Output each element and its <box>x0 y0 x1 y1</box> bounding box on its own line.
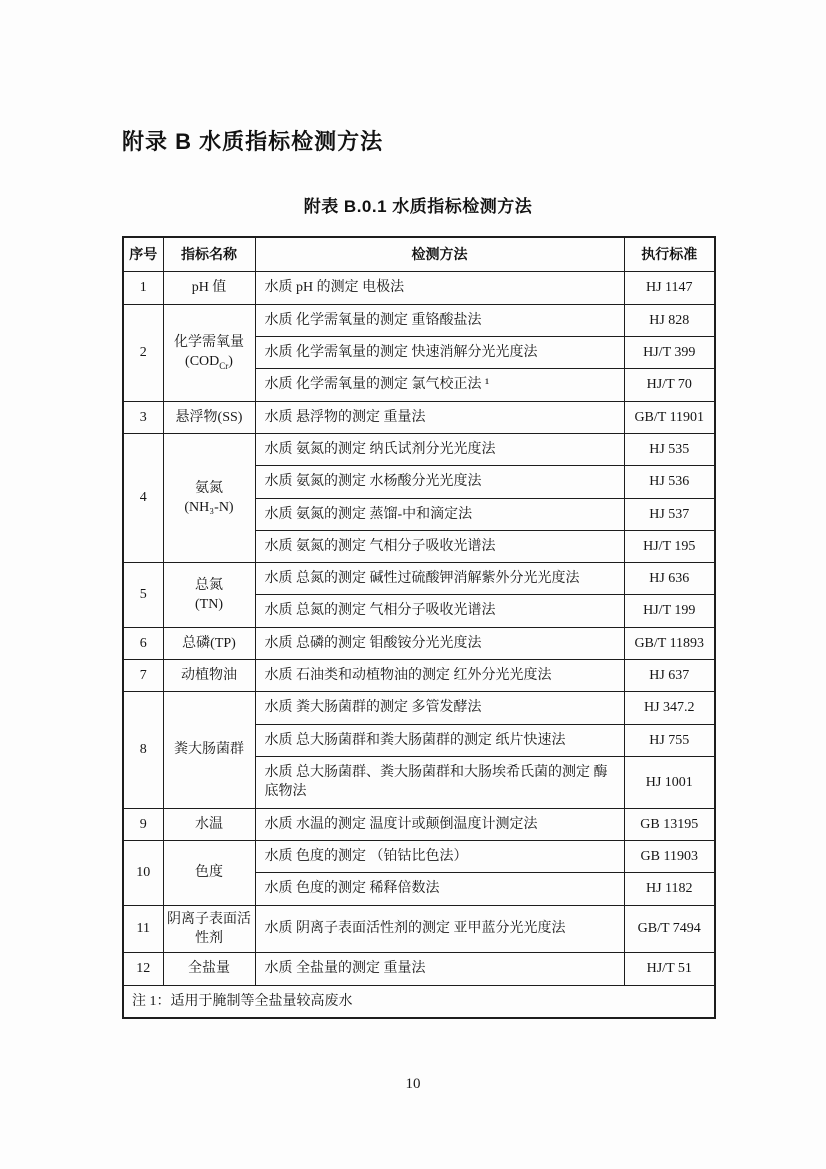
table-note: 注 1：适用于腌制等全盐量较高废水 <box>123 985 715 1018</box>
note-row <box>123 985 715 1018</box>
indicator-name-cell: 总氮 (TN) <box>163 563 255 628</box>
standard-cell: HJ 636 <box>624 563 715 595</box>
method-cell: 水质 石油类和动植物油的测定 红外分光光度法 <box>255 660 624 692</box>
header-row <box>123 237 715 272</box>
indicator-name-cell: 色度 <box>163 840 255 905</box>
row-number-cell: 10 <box>123 840 163 905</box>
row-number-cell: 5 <box>123 563 163 628</box>
standard-cell: HJ/T 199 <box>624 595 715 627</box>
standard-cell: GB/T 11901 <box>624 401 715 433</box>
indicator-name-cell: 全盐量 <box>163 953 255 985</box>
header-detection-method: 检测方法 <box>255 237 624 272</box>
standard-cell: HJ/T 195 <box>624 530 715 562</box>
table-caption: 附表 B.0.1 水质指标检测方法 <box>303 197 533 216</box>
method-cell: 水质 水温的测定 温度计或颠倒温度计测定法 <box>255 808 624 840</box>
method-cell: 水质 pH 的测定 电极法 <box>255 272 624 304</box>
table-body <box>123 272 715 1018</box>
table-row <box>123 840 715 872</box>
standard-cell: HJ 535 <box>624 433 715 465</box>
indicator-name-cell: 粪大肠菌群 <box>163 692 255 808</box>
header-standard: 执行标准 <box>624 237 715 272</box>
table-row <box>123 401 715 433</box>
method-cell: 水质 化学需氧量的测定 氯气校正法 ¹ <box>255 369 624 401</box>
table-row <box>123 272 715 304</box>
header-serial-number: 序号 <box>123 237 163 272</box>
standard-cell: HJ/T 70 <box>624 369 715 401</box>
method-cell: 水质 粪大肠菌群的测定 多管发酵法 <box>255 692 624 724</box>
indicator-name-cell: 动植物油 <box>163 660 255 692</box>
method-cell: 水质 色度的测定 （铂钴比色法） <box>255 840 624 872</box>
table-row <box>123 433 715 465</box>
method-cell: 水质 氨氮的测定 气相分子吸收光谱法 <box>255 530 624 562</box>
row-number-cell: 4 <box>123 433 163 562</box>
indicator-name-cell: 化学需氧量 $(COD_{Cr})$ <box>163 304 255 401</box>
method-cell: 水质 阴离子表面活性剂的测定 亚甲蓝分光光度法 <box>255 905 624 953</box>
standard-cell: HJ 1001 <box>624 757 715 809</box>
indicator-name-cell: 总磷(TP) <box>163 627 255 659</box>
indicator-name-cell: pH 值 <box>163 272 255 304</box>
row-number-cell: 1 <box>123 272 163 304</box>
row-number-cell: 7 <box>123 660 163 692</box>
standard-cell: HJ 537 <box>624 498 715 530</box>
table-row <box>123 692 715 724</box>
indicator-name-cell: 氨氮 (NH₃-N) <box>163 433 255 562</box>
method-cell: 水质 全盐量的测定 重量法 <box>255 953 624 985</box>
row-number-cell: 6 <box>123 627 163 659</box>
method-cell: 水质 色度的测定 稀释倍数法 <box>255 873 624 905</box>
standard-cell: HJ 828 <box>624 304 715 336</box>
standard-cell: HJ 637 <box>624 660 715 692</box>
standard-cell: HJ/T 51 <box>624 953 715 985</box>
page-number: 10 <box>405 1076 421 1092</box>
indicator-name-cell: 阴离子表面活性剂 <box>163 905 255 953</box>
method-cell: 水质 化学需氧量的测定 快速消解分光光度法 <box>255 336 624 368</box>
table-row <box>123 808 715 840</box>
standard-cell: HJ 1182 <box>624 873 715 905</box>
table-row <box>123 304 715 336</box>
method-cell: 水质 总氮的测定 气相分子吸收光谱法 <box>255 595 624 627</box>
method-cell: 水质 总大肠菌群和粪大肠菌群的测定 纸片快速法 <box>255 724 624 756</box>
method-cell: 水质 氨氮的测定 水杨酸分光光度法 <box>255 466 624 498</box>
method-cell: 水质 化学需氧量的测定 重铬酸盐法 <box>255 304 624 336</box>
row-number-cell: 11 <box>123 905 163 953</box>
method-cell: 水质 总氮的测定 碱性过硫酸钾消解紫外分光光度法 <box>255 563 624 595</box>
standard-cell: HJ 536 <box>624 466 715 498</box>
table-row <box>123 953 715 985</box>
table-row <box>123 905 715 953</box>
standard-cell: GB/T 11893 <box>624 627 715 659</box>
row-number-cell: 12 <box>123 953 163 985</box>
standard-cell: GB 13195 <box>624 808 715 840</box>
water-quality-methods-table <box>122 236 716 1019</box>
row-number-cell: 9 <box>123 808 163 840</box>
method-cell: 水质 氨氮的测定 纳氏试剂分光光度法 <box>255 433 624 465</box>
method-cell: 水质 悬浮物的测定 重量法 <box>255 401 624 433</box>
method-cell: 水质 总磷的测定 钼酸铵分光光度法 <box>255 627 624 659</box>
standard-cell: HJ/T 399 <box>624 336 715 368</box>
table-row <box>123 660 715 692</box>
indicator-name-cell: 悬浮物(SS) <box>163 401 255 433</box>
row-number-cell: 2 <box>123 304 163 401</box>
standard-cell: HJ 755 <box>624 724 715 756</box>
table-row <box>123 627 715 659</box>
standard-cell: GB/T 7494 <box>624 905 715 953</box>
table-row <box>123 563 715 595</box>
standard-cell: GB 11903 <box>624 840 715 872</box>
method-cell: 水质 总大肠菌群、粪大肠菌群和大肠埃希氏菌的测定 酶底物法 <box>255 757 624 809</box>
appendix-title: 附录 B 水质指标检测方法 <box>122 129 384 154</box>
indicator-name-cell: 水温 <box>163 808 255 840</box>
page-content <box>122 125 714 1019</box>
standard-cell: HJ 1147 <box>624 272 715 304</box>
row-number-cell: 3 <box>123 401 163 433</box>
standard-cell: HJ 347.2 <box>624 692 715 724</box>
method-cell: 水质 氨氮的测定 蒸馏-中和滴定法 <box>255 498 624 530</box>
row-number-cell: 8 <box>123 692 163 808</box>
header-indicator-name: 指标名称 <box>163 237 255 272</box>
